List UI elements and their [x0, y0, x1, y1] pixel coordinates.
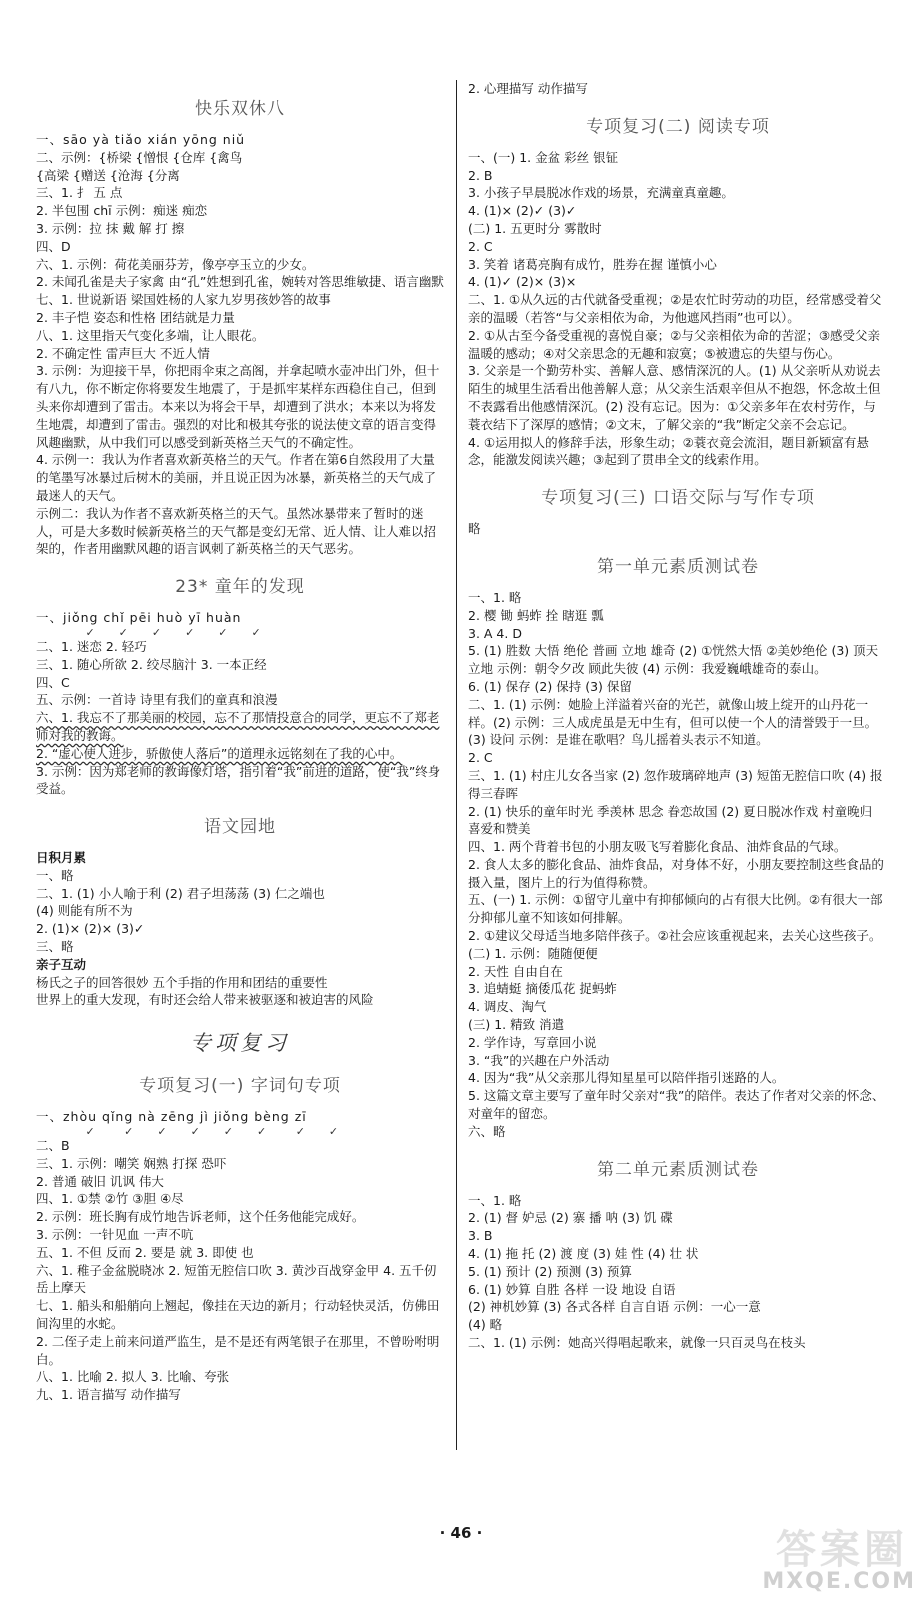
answer-line: 八、1. 这里指天气变化多端，让人眼花。: [36, 327, 265, 343]
answer-line: 2. 未闻孔雀是夫子家禽 由“孔”姓想到孔雀，婉转对答思维敏捷、语言幽默: [36, 274, 444, 290]
answer-line: 2. (1)× (2)× (3)✓: [36, 921, 145, 937]
answer-line: 2. 二侄子走上前来问道严监生，是不是还有两笔银子在那里，不曾吩咐明白。: [36, 1333, 440, 1367]
section-heading: 第一单元素质测试卷: [597, 556, 759, 577]
answer-line: 4. 调皮、淘气: [468, 999, 547, 1015]
answer-line: 三、1. 扌 五 点: [36, 185, 123, 201]
answer-line: 5. (1) 预计 (2) 预测 (3) 预算: [468, 1263, 632, 1279]
answer-line: (二) 1. 五更时分 雾散时: [468, 220, 602, 236]
answer-line: 3. A 4. D: [468, 625, 522, 641]
answer-line: 一、1. 略: [468, 589, 522, 605]
answer-line: 二、1. (1) 示例：她脸上洋溢着兴奋的光芒，就像山坡上绽开的山丹花一样。(2) 示例：三人成虎虽是无中生有，但可以使一个人的清誉毁于一旦。(3) 设问 示例：是谁在歌唱？鸟儿摇着头表示不知道。: [468, 696, 878, 748]
section-heading: 专项复习(一) 字词句专项: [139, 1076, 341, 1097]
answer-line: 2. 半包围 chī 示例：痴迷 痴恋: [36, 203, 208, 219]
answer-line: 五、1. 不但 反而 2. 要是 就 3. 即使 也: [36, 1244, 254, 1260]
answer-line: (4) 略: [468, 1317, 503, 1333]
answer-line: 4. (1)× (2)✓ (3)✓: [468, 203, 577, 219]
page-number: · 46 ·: [439, 1524, 483, 1542]
watermark-logo: [716, 1518, 916, 1598]
watermark-text: 答案圈: [776, 1527, 908, 1573]
answer-line: 2. 天性 自由自在: [468, 963, 563, 979]
answer-line: 二、1. (1) 示例：她高兴得唱起歌来，就像一只百灵鸟在枝头: [468, 1335, 806, 1351]
answer-line: 3. 示例：因为郑老师的教诲像灯塔，指引着“我”前进的道路，使“我”终身受益。: [36, 763, 441, 797]
answer-line: 八、1. 比喻 2. 拟人 3. 比喻、夸张: [36, 1369, 230, 1385]
answer-line: 2. 心理描写 动作描写: [468, 81, 588, 96]
answer-line: 2. “虚心使人进步，骄傲使人落后”的道理永远铭刻在了我的心中。: [36, 745, 403, 761]
answer-line: 六、1. 示例：荷花美丽芬芳，像亭亭玉立的少女。: [36, 256, 315, 272]
answer-line: 2. 普通 破旧 讥讽 伟大: [36, 1173, 164, 1189]
answer-line: (三) 1. 精致 消遣: [468, 1017, 565, 1033]
answer-line: 6. (1) 妙算 自胜 各样 一设 地设 自语: [468, 1281, 676, 1297]
subsection-label: 亲子互动: [36, 956, 87, 972]
answer-line: 3. “我”的兴趣在户外活动: [468, 1052, 610, 1068]
answer-line: 5. (1) 胜数 大悟 绝伦 普画 立地 雄奇 (2) ①恍然大悟 ②美妙绝伦 (3) 顶天立地 示例：朝令夕改 顾此失彼 (4) 示例：我爱巍峨雄奇的泰山。: [468, 643, 879, 677]
answer-line: 3. 示例：一针见血 一声不吭: [36, 1227, 194, 1243]
answer-line: 5. 这篇文章主要写了童年时父亲对“我”的陪伴。表达了作者对父亲的怀念、对童年的留恋。: [468, 1088, 885, 1122]
answer-line: 示例二：我认为作者不喜欢新英格兰的天气。虽然冰暴带来了暂时的迷人，可是大多数时候新英格兰的天气都是变幻无常、近人情、让人难以招架的，作者用幽默风趣的语言讽刺了新英格兰的天气恶劣。: [36, 505, 437, 557]
answer-line: 三、1. 随心所欲 2. 绞尽脑汁 3. 一本正经: [36, 656, 267, 672]
answer-line: 6. (1) 保存 (2) 保持 (3) 保留: [468, 678, 632, 694]
answer-line: 二、示例：{桥梁 {憎恨 {仓库 {禽鸟: [36, 149, 243, 165]
answer-line: 2. (1) 快乐的童年时光 季羡林 思念 眷恋故国 (2) 夏日脱冰作戏 村童晚归 喜爱和赞美: [468, 803, 873, 837]
answer-line: 2. 示例：班长胸有成竹地告诉老师，这个任务他能完成好。: [36, 1209, 365, 1225]
answer-line: 五、(一) 1. 示例：①留守儿童中有抑郁倾向的占有很大比例。②有很大一部分抑郁儿童不知该如何排解。: [468, 892, 883, 926]
answer-line: 3. 小孩子早晨脱冰作戏的场景，充满童真童趣。: [468, 185, 734, 201]
answer-line: 2. C: [468, 238, 493, 254]
answer-line: 2. 食人太多的膨化食品、油炸食品，对身体不好，小朋友要控制这些食品的摄入量，图片上的行为值得称赞。: [468, 856, 884, 890]
section-heading: 专项复习(二) 阅读专项: [586, 116, 770, 137]
left-column: [36, 80, 444, 1404]
answer-line: 九、1. 语言描写 动作描写: [36, 1387, 181, 1403]
answer-line: 3. 示例：为迎接干旱，你把雨伞束之高阁，并拿起喷水壶冲出门外，但十有八九，你不断定你将要发生地震了，于是抓牢某样东西稳住自己，但到头来你却遭到了雷击。本来以为将会干旱，却遭到了洪水；本来以为将发生地震，却遭到了雷击。强烈的对比和极其夸张的说法使文章的语言变得风趣幽默，从中我们可以感受到新英格兰天气的不确定性。: [36, 363, 440, 450]
answer-line: 3. 示例：拉 抹 戴 解 打 擦: [36, 220, 185, 236]
answer-line: 七、1. 世说新语 梁国姓杨的人家九岁男孩妙答的故事: [36, 292, 331, 308]
answer-line: 五、示例：一首诗 诗里有我们的童真和浪漫: [36, 692, 278, 708]
answer-line: 二、1. 迷恋 2. 轻巧: [36, 638, 147, 654]
answer-line: 2. B: [468, 167, 493, 183]
answer-line: (二) 1. 示例：随随便便: [468, 945, 598, 961]
answer-line: 3. 笑着 诸葛亮胸有成竹，胜券在握 谨慎小心: [468, 256, 717, 272]
answer-line: 4. (1)✓ (2)× (3)×: [468, 274, 577, 290]
answer-line: (4) 则能有所不为: [36, 903, 133, 919]
answer-line: 2. 丰子恺 姿态和性格 团结就是力量: [36, 309, 235, 325]
answer-line: 3. B: [468, 1228, 493, 1244]
section-heading: 专项复习(三) 口语交际与写作专项: [541, 488, 815, 509]
answer-line: 4. 因为“我”从父亲那儿得知星星可以陪伴指引迷路的人。: [468, 1070, 785, 1086]
section-heading: 语文园地: [204, 817, 276, 838]
answer-line: (2) 神机妙算 (3) 各式各样 自言自语 示例：一心一意: [468, 1299, 761, 1315]
section-heading: 23* 童年的发现: [175, 577, 305, 598]
answer-line: 三、1. (1) 村庄儿女各当家 (2) 忽作玻璃碎地声 (3) 短笛无腔信口吹 (4) 报得三春晖: [468, 767, 883, 801]
answer-line: 七、1. 船头和船艄向上翘起，像挂在天边的新月；行动轻快灵活，仿佛田间沟里的水蛇。: [36, 1298, 440, 1332]
column-divider: [456, 80, 457, 1450]
answer-line: 三、略: [36, 939, 74, 955]
answer-line: 一、zhòu qǐng nà zēng jì jiǒng bèng zī: [36, 1109, 307, 1125]
answer-line: 一、jiǒng chǐ pēi huò yī huàn: [36, 610, 242, 626]
answer-line: 四、C: [36, 674, 70, 690]
answer-line: 3. 父亲是一个勤劳朴实、善解人意、感情深沉的人。(1) 从父亲听从劝说去陌生的城里生活看出他善解人意；从父亲生活艰辛但从不抱怨，怀念故土但不表露看出他感情深沉。(2) 没有忘记。因为：①父亲多年在农村劳作，与蓑衣结下了深厚的感情；②文末，了解父亲的“我”断定父亲不会忘记。: [468, 363, 881, 432]
answer-line: 2. 不确定性 雷声巨大 不近人情: [36, 345, 210, 361]
answer-line: 2. ①建议父母适当地多陪伴孩子。②社会应该重视起来，去关心这些孩子。: [468, 928, 882, 944]
section-heading: 第二单元素质测试卷: [597, 1159, 759, 1180]
answer-line: 一、1. 略: [468, 1192, 522, 1208]
answer-line: {高梁 {赠送 {沧海 {分离: [36, 167, 180, 183]
section-heading: 快乐双休八: [195, 99, 285, 119]
answer-line: 四、D: [36, 238, 71, 254]
answer-line: 四、1. ①禁 ②竹 ③胆 ④尽: [36, 1191, 184, 1207]
check-marks: ✓ ✓ ✓ ✓ ✓ ✓ ✓ ✓: [58, 1125, 341, 1139]
answer-line: 杨氏之子的回答很妙 五个手指的作用和团结的重要性: [36, 974, 328, 990]
answer-line: 一、sāo yà tiǎo xián yōng niǔ: [36, 132, 246, 147]
subsection-label: 日积月累: [36, 850, 87, 866]
answer-line: 二、1. (1) 小人喻于利 (2) 君子坦荡荡 (3) 仁之端也: [36, 885, 325, 901]
part-title: 专项复习: [190, 1031, 290, 1056]
answer-line: 二、1. ①从久远的古代就备受重视；②是农忙时劳动的功臣，经常感受着父亲的温暖（若答“与父亲相依为命，为他遮风挡雨”也可以）。: [468, 292, 882, 325]
answer-line: 六、1. 我忘不了那美丽的校园，忘不了那情投意合的同学，更忘不了郑老师对我的教诲。: [36, 710, 440, 743]
right-column: [468, 80, 888, 1352]
answer-line: 3. 追蜻蜓 摘倭瓜花 捉蚂蚱: [468, 981, 617, 997]
answer-line: 一、略: [36, 867, 74, 883]
answer-line: 一、(一) 1. 金盆 彩丝 银钲: [468, 149, 619, 165]
watermark-url: MXQE.COM: [762, 1569, 916, 1594]
check-marks: ✓ ✓ ✓ ✓ ✓ ✓: [58, 625, 263, 639]
answer-line: 三、1. 示例：嘲笑 娴熟 打探 恐吓: [36, 1155, 227, 1171]
answer-line: 六、1. 稚子金盆脱晓冰 2. 短笛无腔信口吹 3. 黄沙百战穿金甲 4. 五千仞岳上摩天: [36, 1262, 437, 1296]
answer-line: 2. C: [468, 750, 493, 766]
answer-line: 4. 示例一：我认为作者喜欢新英格兰的天气。作者在第6自然段用了大量的笔墨写冰暴过后树木的美丽，并且说正因为冰暴，新英格兰的天气成了最迷人的天气。: [36, 452, 437, 503]
answer-line: 略: [468, 521, 481, 537]
answer-line: 4. ①运用拟人的修辞手法，形象生动；②蓑衣竟会流泪，题目新颖富有悬念，能激发阅读兴趣；③起到了贯串全文的线索作用。: [468, 434, 869, 468]
answer-line: 世界上的重大发现，有时还会给人带来被驱逐和被迫害的风险: [36, 992, 374, 1008]
answer-line: 2. ①从古至今备受重视的喜悦自豪；②与父亲相依为命的苦涩；③感受父亲温暖的感动；④对父亲思念的无趣和寂寞；⑤被遗忘的失望与伤心。: [468, 327, 881, 361]
answer-line: 四、1. 两个背着书包的小朋友吸飞写着膨化食品、油炸食品的气球。: [468, 839, 847, 855]
answer-line: 二、B: [36, 1138, 70, 1154]
answer-line: 六、略: [468, 1123, 506, 1139]
answer-line: 2. (1) 督 妒忌 (2) 寨 播 呐 (3) 饥 碟: [468, 1210, 673, 1226]
answer-line: 4. (1) 拖 托 (2) 渡 度 (3) 娃 性 (4) 壮 状: [468, 1246, 699, 1262]
answer-line: 2. 学作诗，写章回小说: [468, 1034, 597, 1050]
answer-line: 2. 樱 锄 蚂蚱 拴 瞎逛 瓢: [468, 607, 604, 623]
